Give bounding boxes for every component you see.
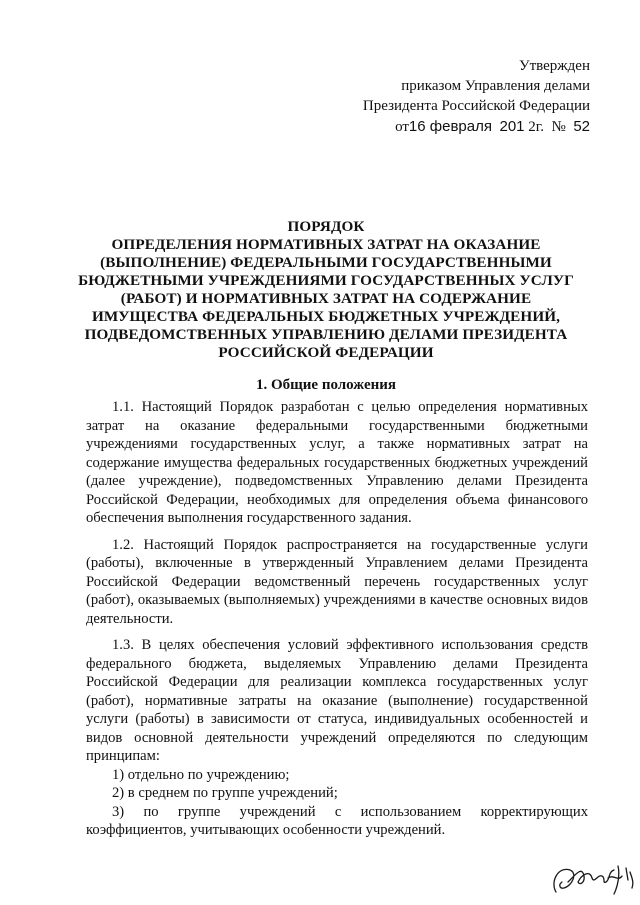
number-value: 52 [573, 118, 590, 135]
principles-list [86, 766, 588, 840]
approval-authority: Президента Российской Федерации [362, 98, 590, 114]
paragraph-1-3: 1.3. В целях обеспечения условий эффективного использования средств федерального бюджета, выделяемых Управлению делами Президента Российской Федерации для реализации комплекса государственных услуг (работ), нормативные затраты на оказание (выполнение) государственной услуги (работы) в зависимости от статуса, индивидуальных особенностей и видов основной деятельности учреждений определяются по следующим принципам: [86, 637, 588, 764]
approval-block [350, 56, 590, 137]
title-line-4: БЮДЖЕТНЫМИ УЧРЕЖДЕНИЯМИ ГОСУДАРСТВЕННЫХ УСЛУГ [78, 272, 574, 289]
title-line-7: ПОДВЕДОМСТВЕННЫХ УПРАВЛЕНИЮ ДЕЛАМИ ПРЕЗИДЕНТА [84, 326, 568, 343]
approval-title: Утвержден [518, 58, 590, 74]
number-label: № [551, 119, 566, 135]
document-body [86, 398, 588, 840]
date-year-prefix: 201 [499, 118, 525, 135]
list-item: 1) отдельно по учреждению; [112, 766, 290, 783]
title-line-5: (РАБОТ) И НОРМАТИВНЫХ ЗАТРАТ НА СОДЕРЖАНИЕ [120, 290, 532, 307]
paragraph-1-2: 1.2. Настоящий Порядок распространяется на государственные услуги (работы), включенные в утвержденный Управлением делами Президента Российской Федерации ведомственный перечень государственных услуг (работ), оказываемых (выполняемых) учреждениями в качестве основных видов деятельности. [86, 536, 588, 627]
list-item: 3) по группе учреждений с использованием корректирующих коэффициентов, учитывающих особенности учреждений. [86, 803, 588, 838]
title-line-3: (ВЫПОЛНЕНИЕ) ФЕДЕРАЛЬНЫМИ ГОСУДАРСТВЕННЫМИ [100, 254, 552, 271]
title-line-8: РОССИЙСКОЙ ФЕДЕРАЦИИ [218, 344, 434, 361]
title-line-6: ИМУЩЕСТВА ФЕДЕРАЛЬНЫХ БЮДЖЕТНЫХ УЧРЕЖДЕНИЙ, [91, 308, 561, 325]
approval-date-line [350, 117, 590, 137]
date-year-suffix: 2г. [528, 119, 544, 135]
section-heading: 1. Общие положения [255, 377, 397, 393]
title-line-1: ПОРЯДОК [287, 218, 365, 235]
paragraph-1-1: 1.1. Настоящий Порядок разработан с целью определения нормативных затрат на оказание федеральными государственными бюджетными учреждениями государственных услуг, а также нормативных затрат на содержание имущества федеральных государственных бюджетных учреждений (далее учреждение), подведомственных Управлению делами Президента Российской Федерации, необходимых для определения объема финансового обеспечения выполнения государственного задания. [86, 399, 588, 526]
list-item: 2) в среднем по группе учреждений; [112, 785, 338, 801]
title-line-2: ОПРЕДЕЛЕНИЯ НОРМАТИВНЫХ ЗАТРАТ НА ОКАЗАНИЕ [111, 236, 541, 253]
document-title [66, 218, 586, 362]
date-prefix: от [395, 119, 409, 135]
date-day-month: 16 февраля [408, 118, 492, 135]
approval-order: приказом Управления делами [401, 78, 590, 94]
handwritten-signature [548, 852, 638, 902]
